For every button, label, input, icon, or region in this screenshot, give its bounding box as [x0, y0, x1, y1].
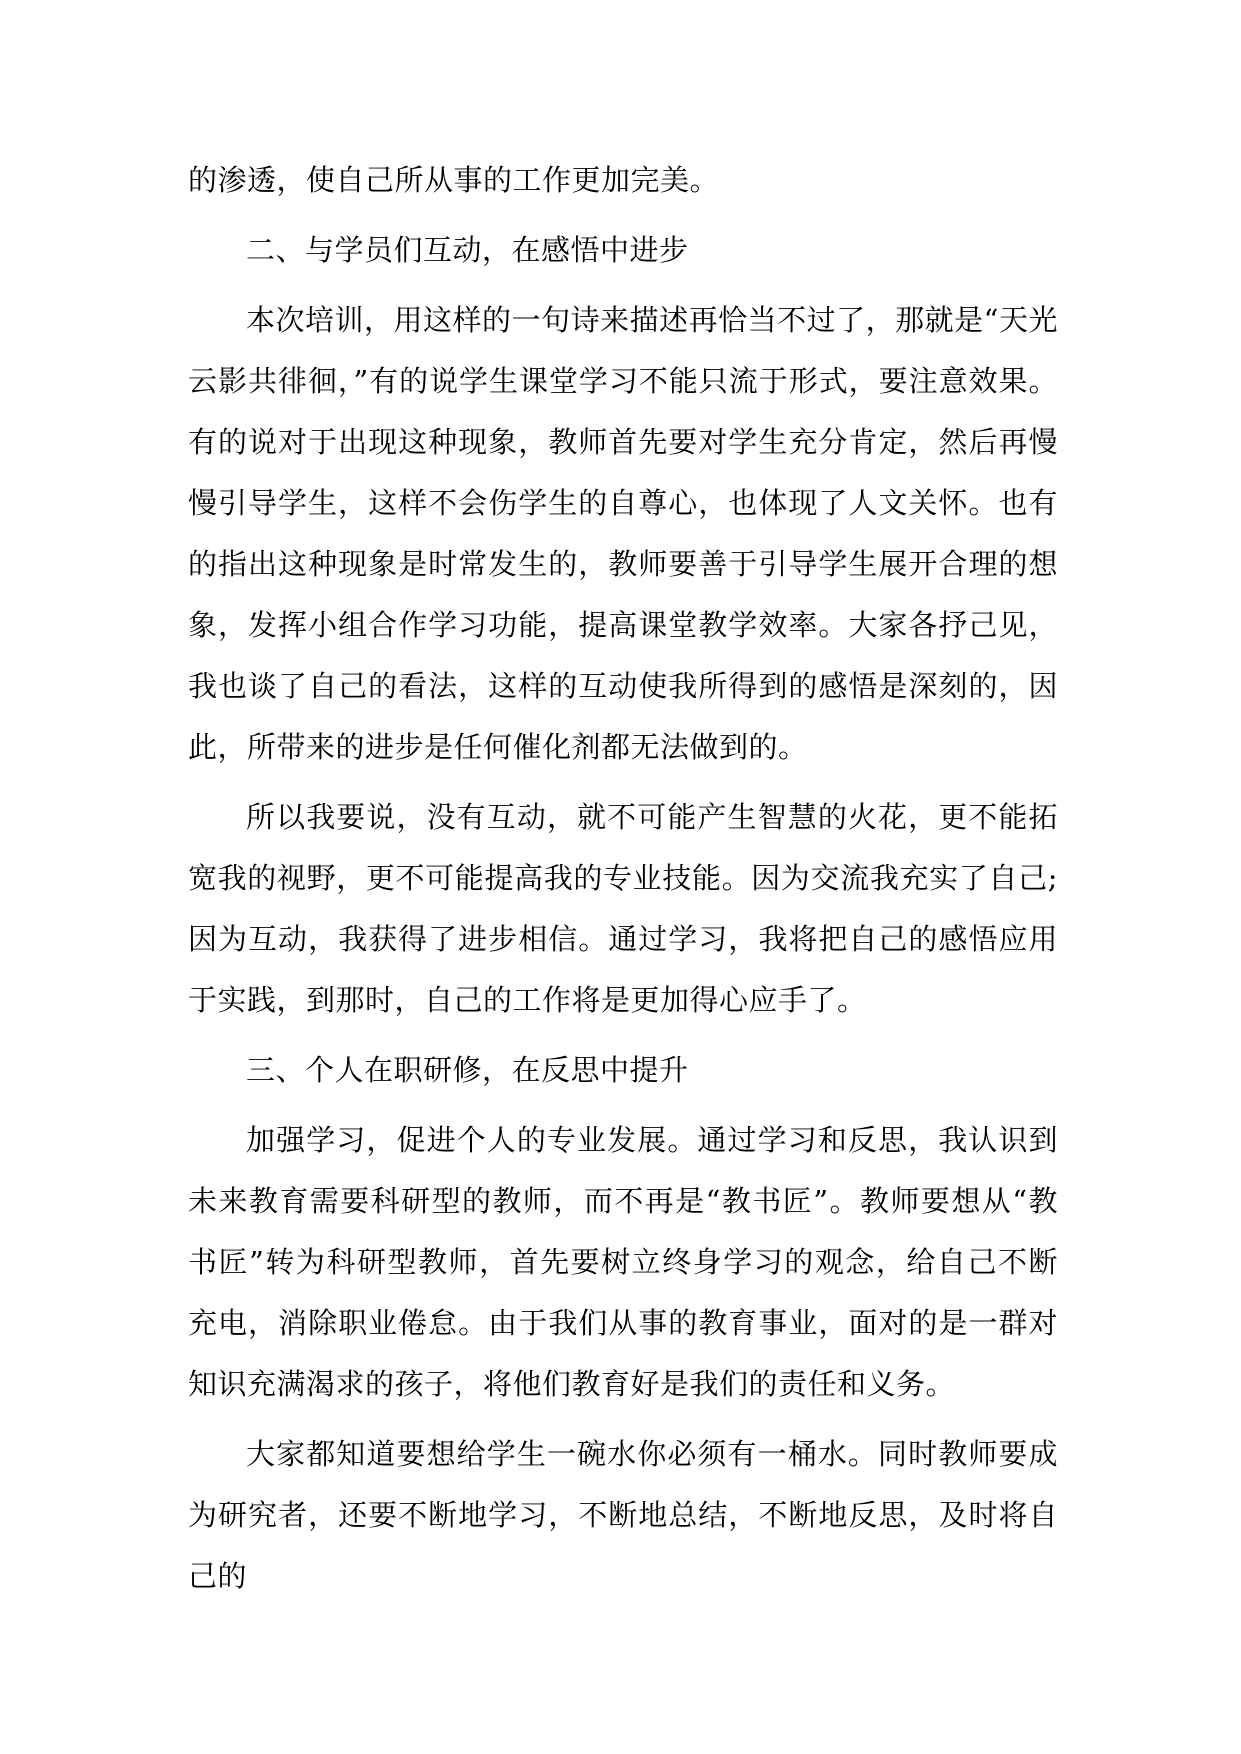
paragraph-continuation: 的渗透，使自己所从事的工作更加完美。 [188, 163, 720, 197]
section-heading-self-study: 三、个人在职研修，在反思中提升 [246, 1053, 689, 1087]
paragraph-teacher-researcher: 大家都知道要想给学生一碗水你必须有一桶水。同时教师要成为研究者，还要不断地学习，不断地总结，不断地反思，及时将自己的 [188, 1437, 1058, 1593]
paragraph-interaction-value: 所以我要说，没有互动，就不可能产生智慧的火花，更不能拓宽我的视野，更不可能提高我的专业技能。因为交流我充实了自己;因为互动，我获得了进步相信。通过学习，我将把自己的感悟应用于实践，到那时，自己的工作将是更加得心应手了。 [188, 800, 1058, 1017]
section-heading-interaction: 二、与学员们互动，在感悟中进步 [246, 233, 689, 267]
document-page [188, 150, 1058, 1607]
paragraph-professional-development: 加强学习，促进个人的专业发展。通过学习和反思，我认识到未来教育需要科研型的教师，而不再是“教书匠”。教师要想从“教书匠”转为科研型教师，首先要树立终身学习的观念，给自己不断充电，消除职业倦怠。由于我们从事的教育事业，面对的是一群对知识充满渴求的孩子，将他们教育好是我们的责任和义务。 [188, 1123, 1058, 1401]
paragraph-training-reflection: 本次培训，用这样的一句诗来描述再恰当不过了，那就是“天光云影共徘徊，”有的说学生课堂学习不能只流于形式，要注意效果。有的说对于出现这种现象，教师首先要对学生充分肯定，然后再慢慢引导学生，这样不会伤学生的自尊心，也体现了人文关怀。也有的指出这种现象是时常发生的，教师要善于引导学生展开合理的想象，发挥小组合作学习功能，提高课堂教学效率。大家各抒己见，我也谈了自己的看法，这样的互动使我所得到的感悟是深刻的，因此，所带来的进步是任何催化剂都无法做到的。 [188, 303, 1058, 764]
